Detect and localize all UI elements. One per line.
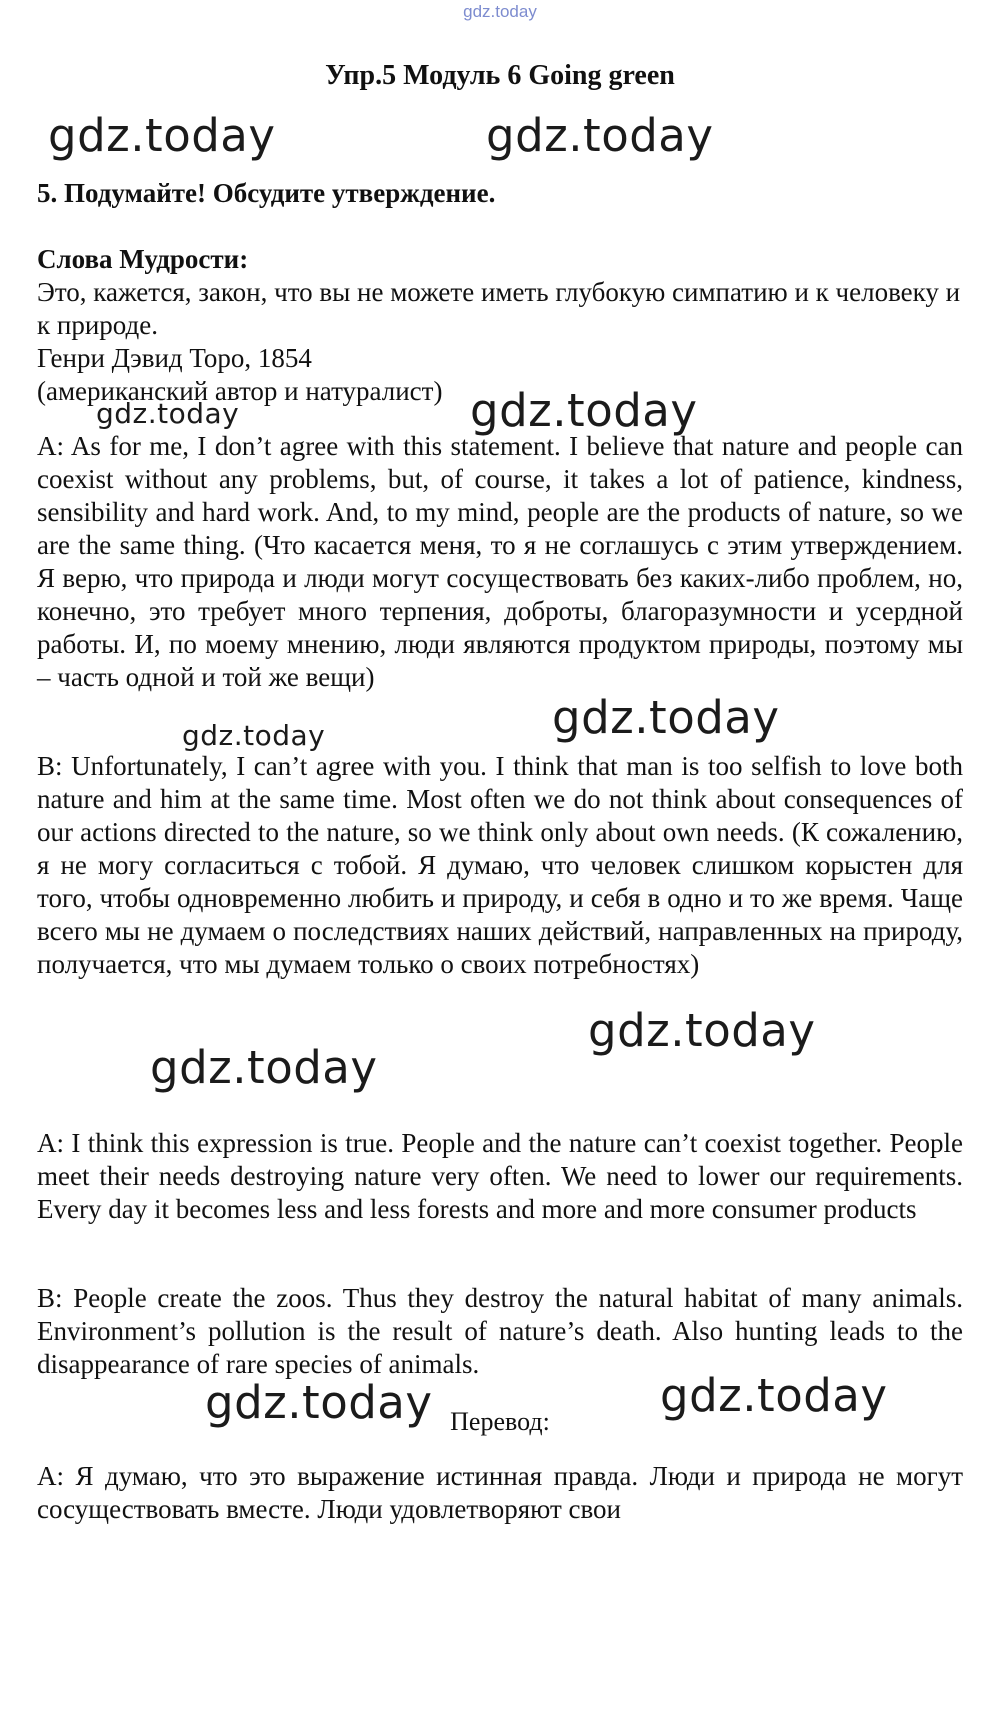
dialogue-paragraph: A: As for me, I don’t agree with this statement. I believe that nature and people can coexist without any problems, but, of course, it takes a lot of patience, kindness, sensibility and hard work. And, to my mind, people are the products of nature, so we are the same thing. (Что касается меня, то я не соглашусь с этим утверждением. Я верю, что природа и люди могут сосуществовать без каких-либо проблем, но, конечно, это требует много терпения, доброты, благоразумности и усердной работы. И, по моему мнению, люди являются продуктом природы, поэтому мы – часть одной и той же вещи)	[37, 431, 963, 692]
page-title: Упр.5 Модуль 6 Going green	[325, 60, 675, 91]
watermark: gdz.today	[150, 1041, 378, 1094]
dialogue-paragraph: A: I think this expression is true. People and the nature can’t coexist together. People meet their needs destroying nature very often. We need to lower our requirements. Every day it becomes less and less forests and more and more consumer products	[37, 1128, 963, 1224]
quote-heading: Слова Мудрости:	[37, 244, 249, 274]
dialogue-paragraph: B: People create the zoos. Thus they destroy the natural habitat of many animals. Environment’s pollution is the result of nature’s death. Also hunting leads to the disappearance of rare species of animals.	[37, 1283, 963, 1379]
dialogue-paragraph: B: Unfortunately, I can’t agree with you. I think that man is too selfish to love both nature and him at the same time. Most often we do not think about consequences of our actions directed to the nature, so we think only about own needs. (К сожалению, я не могу согласиться с тобой. Я думаю, что человек слишком корыстен для того, чтобы одновременно любить и природу, и себя в одно и то же время. Чаще всего мы не думаем о последствиях наших действий, направленных на природу, получается, что мы думаем только о своих потребностях)	[37, 751, 963, 979]
watermark: gdz.today	[470, 384, 698, 437]
watermark: gdz.today	[205, 1376, 433, 1429]
watermark: gdz.today	[588, 1004, 816, 1057]
translation-text: А: Я думаю, что это выражение истинная правда. Люди и природа не могут сосуществовать вместе. Люди удовлетворяют свои	[37, 1461, 963, 1524]
quote-text: Это, кажется, закон, что вы не можете иметь глубокую симпатию и к человеку и к природе.	[37, 277, 961, 340]
quote-author-note: (американский автор и натуралист)	[37, 376, 443, 406]
translation-heading: Перевод:	[450, 1407, 550, 1436]
quote-author: Генри Дэвид Торо, 1854	[37, 343, 312, 373]
watermark: gdz.today	[48, 109, 276, 162]
watermark: gdz.today	[660, 1369, 888, 1422]
site-label[interactable]: gdz.today	[463, 2, 537, 21]
task-heading: 5. Подумайте! Обсудите утверждение.	[37, 178, 496, 208]
watermark: gdz.today	[552, 691, 780, 744]
watermark: gdz.today	[96, 397, 240, 430]
watermark: gdz.today	[486, 109, 714, 162]
watermark: gdz.today	[182, 719, 326, 752]
